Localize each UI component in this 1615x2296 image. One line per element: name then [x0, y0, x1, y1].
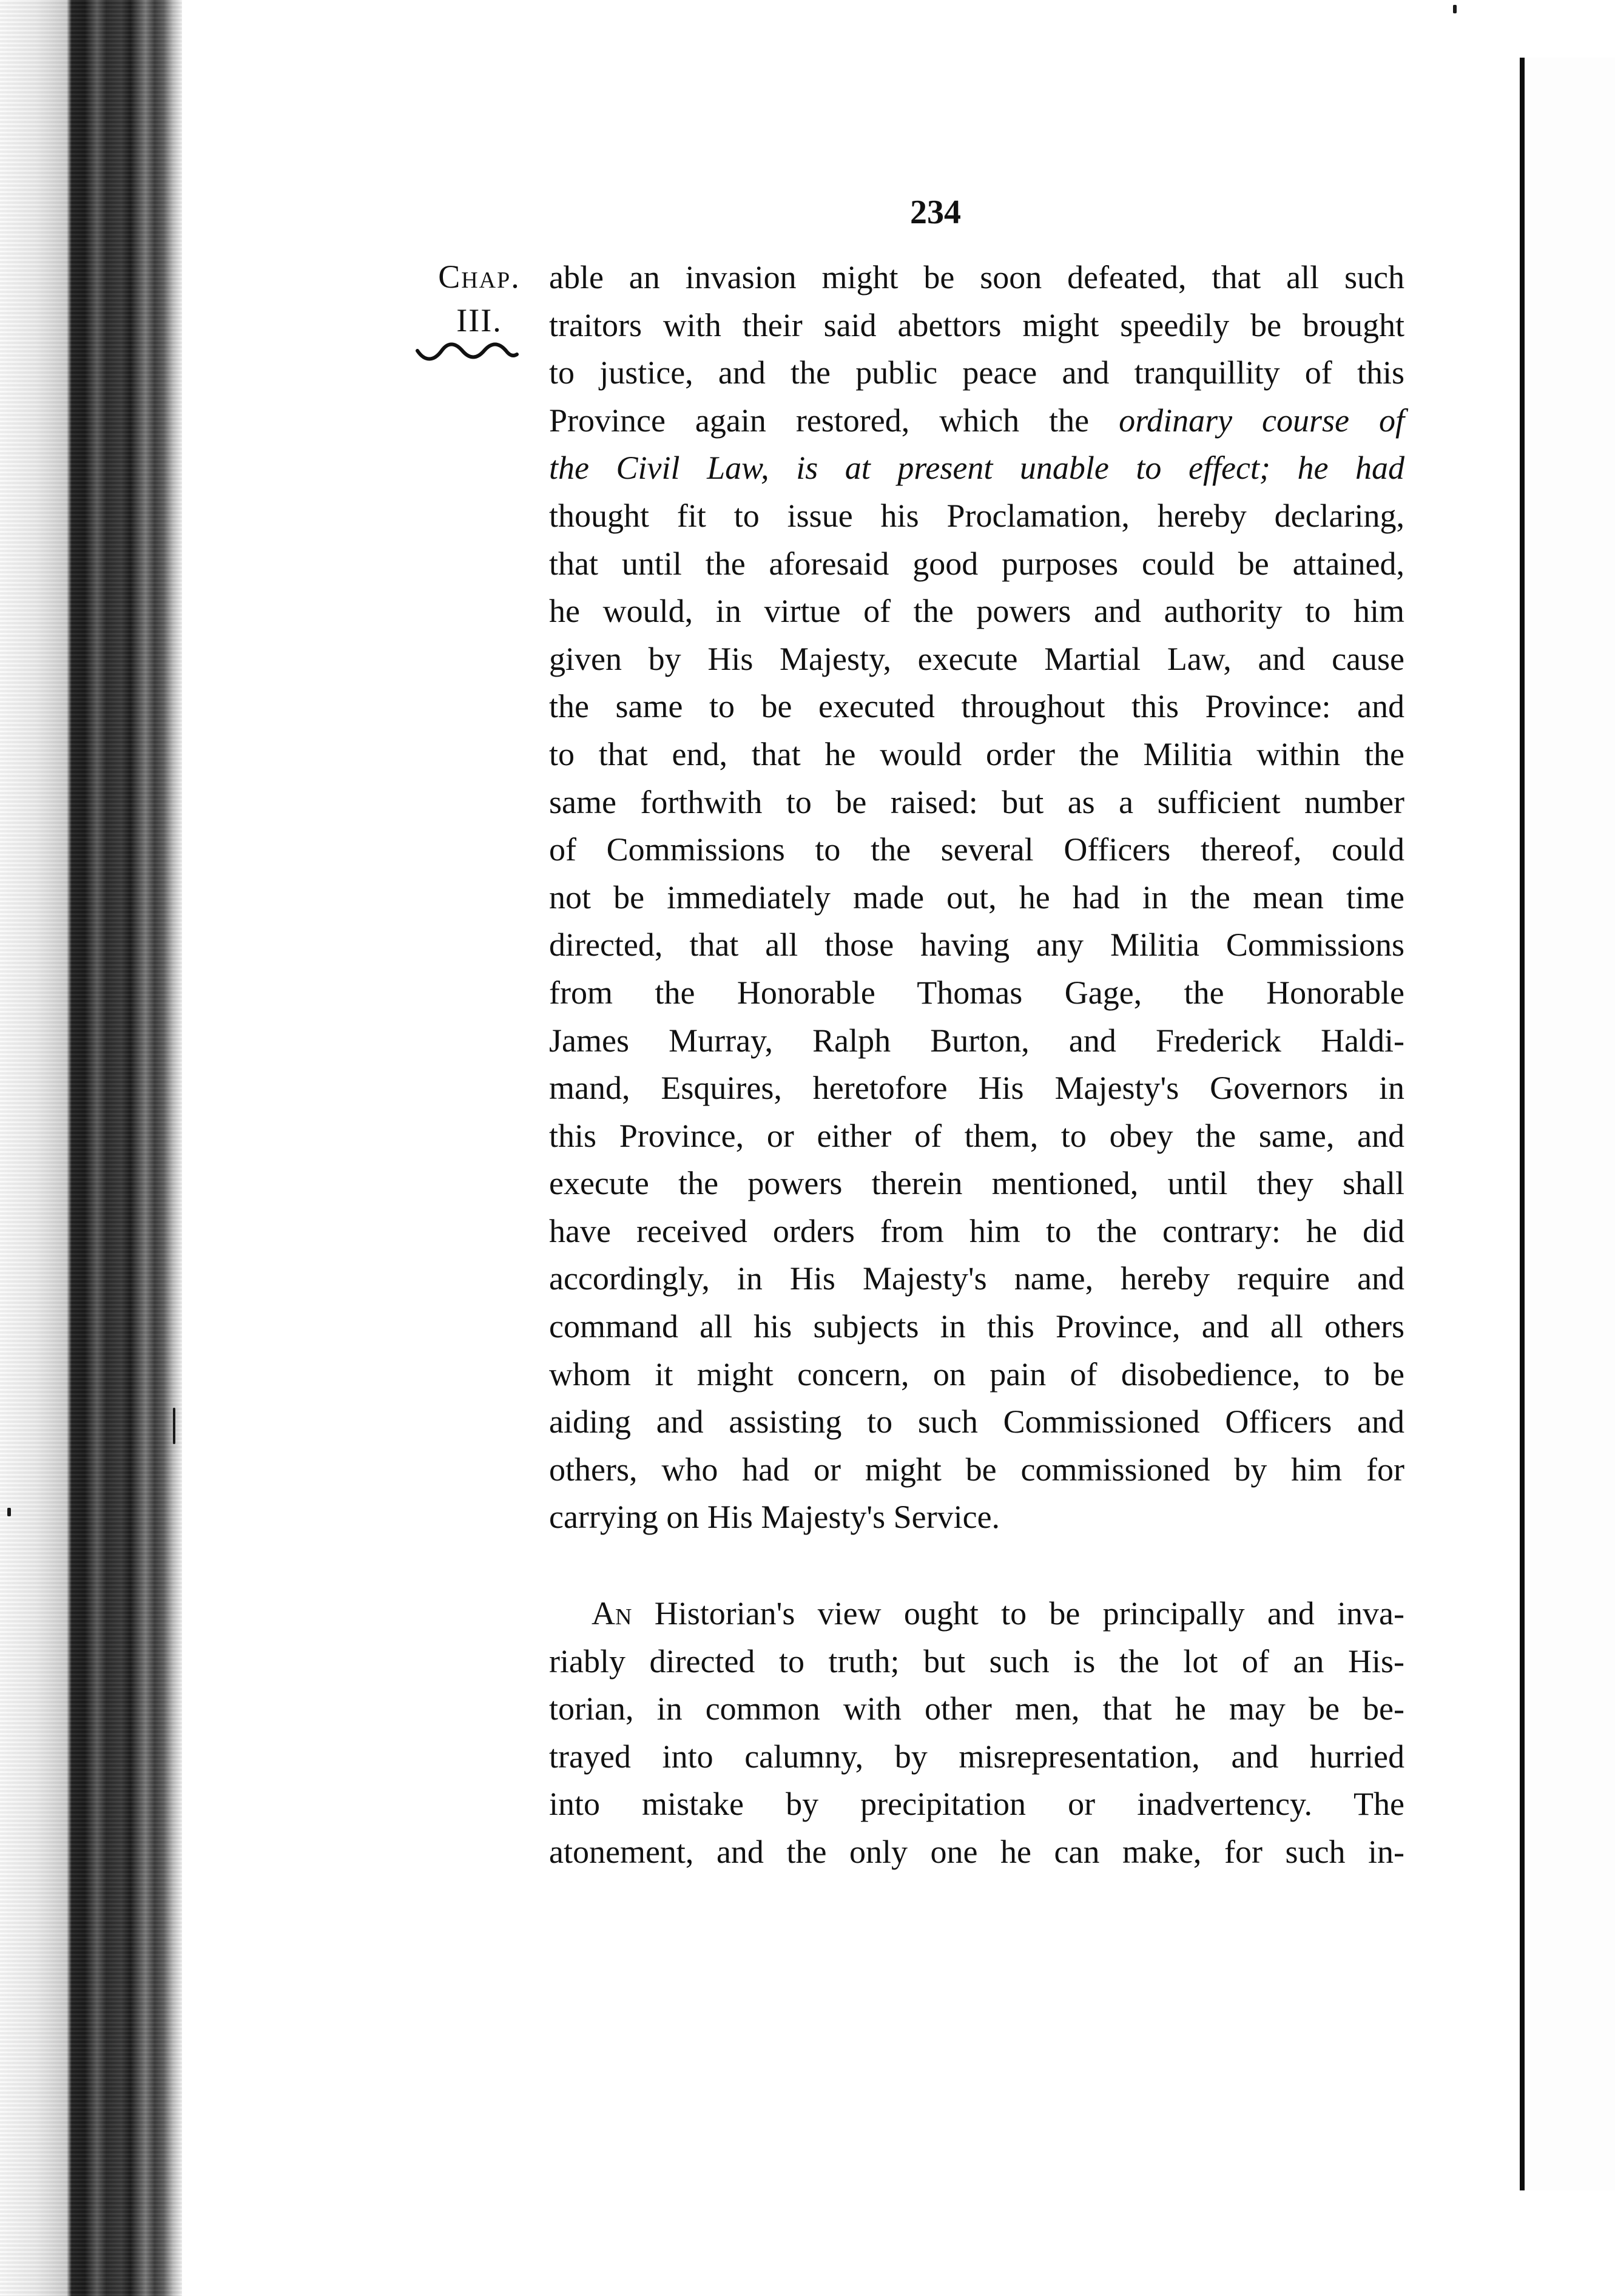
- text-line: torian, in common with other men, that he may be be-: [549, 1690, 1404, 1727]
- text-line: thought fit to issue his Proclamation, hereby declaring,: [549, 497, 1404, 534]
- text-line: riably directed to truth; but such is the lot of an His-: [549, 1643, 1404, 1680]
- chapter-marginal-note: [419, 255, 540, 342]
- small-caps-lead: An: [592, 1595, 632, 1632]
- page-number: 234: [910, 194, 961, 231]
- text-line: given by His Majesty, execute Martial Law, and cause: [549, 640, 1404, 677]
- paragraph-2: [549, 1590, 1404, 1876]
- text-line: carrying on His Majesty's Service.: [549, 1499, 1000, 1536]
- chapter-label: Chap.: [438, 258, 521, 295]
- italic-text-run: the Civil Law, is at present unable to effect; he had: [549, 450, 1404, 487]
- text-line-mixed: [549, 397, 1404, 445]
- text-line: accordingly, in His Majesty's name, hereby require and: [549, 1260, 1404, 1297]
- text-line: directed, that all those having any Militia Commissions: [549, 927, 1404, 964]
- body-text: [549, 254, 1404, 1876]
- text-line: trayed into calumny, by misrepresentation, and hurried: [549, 1738, 1404, 1775]
- text-line: that until the aforesaid good purposes could be attained,: [549, 545, 1404, 582]
- scan-speck: [1453, 5, 1457, 13]
- text-line: not be immediately made out, he had in the mean time: [549, 879, 1404, 916]
- scan-speck: [173, 1408, 175, 1444]
- text-line: same forthwith to be raised: but as a sufficient number: [549, 783, 1404, 820]
- text-line: traitors with their said abettors might speedily be brought: [549, 306, 1404, 343]
- book-spine-edge: [0, 0, 182, 2296]
- paragraph-1: [549, 254, 1404, 1541]
- text-line: execute the powers therein mentioned, until they shall: [549, 1165, 1404, 1202]
- text-line: he would, in virtue of the powers and authority to him: [549, 593, 1404, 630]
- text-line: atonement, and the only one he can make, for such in-: [549, 1834, 1404, 1870]
- italic-text-run: ordinary course of: [1119, 402, 1404, 439]
- text-line: mand, Esquires, heretofore His Majesty's Governors in: [549, 1070, 1404, 1107]
- text-run: Historian's view ought to be principally and inva-: [632, 1595, 1404, 1632]
- text-line: others, who had or might be commissioned by him for: [549, 1451, 1404, 1488]
- text-line: aiding and assisting to such Commissioned Officers and: [549, 1403, 1404, 1440]
- text-line: from the Honorable Thomas Gage, the Honorable: [549, 974, 1404, 1011]
- text-line: command all his subjects in this Province, and all others: [549, 1308, 1404, 1345]
- text-line: this Province, or either of them, to obey the same, and: [549, 1117, 1404, 1154]
- text-line: whom it might concern, on pain of disobedience, to be: [549, 1356, 1404, 1393]
- right-page-margin: [1525, 58, 1615, 2190]
- text-line: have received orders from him to the contrary: he did: [549, 1212, 1404, 1249]
- text-line: into mistake by precipitation or inadvertency. The: [549, 1786, 1404, 1823]
- text-line-mixed: [549, 444, 1404, 492]
- text-line: the same to be executed throughout this Province: and: [549, 688, 1404, 725]
- page-edge-line: [1520, 58, 1525, 2190]
- chapter-number: III.: [456, 302, 502, 339]
- text-line: able an invasion might be soon defeated, that all such: [549, 259, 1404, 295]
- scan-speck: [7, 1508, 11, 1516]
- text-line: of Commissions to the several Officers thereof, could: [549, 831, 1404, 868]
- text-run: Province again restored, which the: [549, 402, 1090, 439]
- text-line: James Murray, Ralph Burton, and Frederick Haldi-: [549, 1022, 1404, 1059]
- text-line: to that end, that he would order the Militia within the: [549, 735, 1404, 772]
- text-line: to justice, and the public peace and tranquillity of this: [549, 354, 1404, 391]
- text-line-mixed: [549, 1590, 1404, 1638]
- chapter-bracket-flourish: [413, 333, 522, 363]
